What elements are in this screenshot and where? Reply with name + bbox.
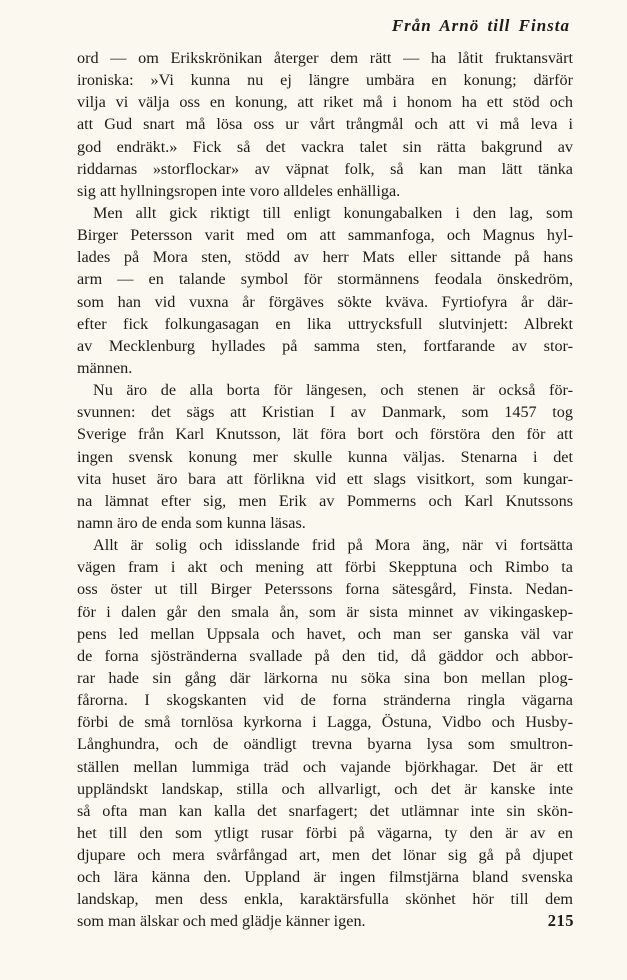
text-line: Långhundra, och de oändligt trevna byarna lysa som smultron- xyxy=(77,735,573,754)
page-number: 215 xyxy=(547,911,574,930)
text-line: god endräkt.» Fick så det vackra talet sin rätta bakgrund av xyxy=(77,137,573,156)
text-line: oss öster ut till Birger Peterssons forna sätesgård, Finsta. Nedan- xyxy=(77,580,573,599)
running-head: Från Arnö till Finsta xyxy=(391,16,570,35)
text-line: arm — en talande symbol för stormännens feodala önskedröm, xyxy=(77,270,573,289)
text-line: namn äro de enda som kunna läsas. xyxy=(77,513,306,532)
text-line: het till den som ytligt rusar förbi på vägarna, ty den är av en xyxy=(77,823,573,842)
text-line: svunnen: det sägs att Kristian I av Danmark, som 1457 tog xyxy=(77,403,573,422)
text-line: vita huset äro bara att förlikna vid ett slags visitkort, som kungar- xyxy=(77,469,573,488)
text-line: så ofta man kan kalla det snarfagert; det utlämnar inte sin skön- xyxy=(77,801,573,820)
text-line: ställen mellan lummiga träd och vajande björkhagar. Det är ett xyxy=(77,757,573,776)
text-line: fårorna. I skogskanten vid de forna stränderna ringla vägarna xyxy=(77,691,573,710)
text-line: de forna sjöstränderna svallade på den tid, då gäddor och abbor- xyxy=(77,646,573,665)
text-line: djupare och mera svårfångad art, men det lönar sig gå på djupet xyxy=(77,846,573,865)
text-line: Men allt gick riktigt till enligt konungabalken i den lag, som xyxy=(93,203,573,222)
text-line: förbi de små tornlösa kyrkorna i Lagga, Östuna, Vidbo och Husby- xyxy=(77,713,573,732)
paragraph-4 xyxy=(77,534,573,933)
text-line: ord — om Erikskrönikan återger dem rätt — ha låtit fruktansvärt xyxy=(77,49,573,67)
text-line: pens led mellan Uppsala och havet, och man ser ganska väl var xyxy=(77,624,573,643)
text-line: na lämnat efter sig, men Erik av Pommerns och Karl Knutssons xyxy=(77,491,573,510)
text-line: vägen fram i akt och mening att förbi Skepptuna och Rimbo ta xyxy=(77,558,573,577)
text-line: uppländskt landskap, stilla och allvarligt, och det är kanske inte xyxy=(77,779,573,798)
text-line: Birger Petersson varit med om att sammanfoga, och Magnus hyl- xyxy=(77,226,573,245)
text-line: Allt är solig och idisslande frid på Mora äng, när vi fortsätta xyxy=(93,536,573,555)
text-line: männen. xyxy=(77,358,133,377)
paragraph-2 xyxy=(77,202,573,379)
text-line: Nu äro de alla borta för längesen, och stenen är också för- xyxy=(93,381,573,400)
text-line: sig att hyllningsropen inte voro alldeles enhälliga. xyxy=(77,181,401,200)
text-line: rar hade sin gång där lärkorna nu söka sina bon mellan plog- xyxy=(77,668,573,687)
paragraph-1 xyxy=(77,47,573,202)
text-line: av Mecklenburg hyllades på samma sten, fortfarande av stor- xyxy=(77,336,573,355)
text-line: efter fick folkungasagan en lika uttrycksfull slutvinjett: Albrekt xyxy=(77,314,573,333)
text-line: landskap, men dess enkla, karaktärsfulla skönhet hör till dem xyxy=(77,890,573,909)
paragraph-3 xyxy=(77,379,573,534)
text-line: riddarnas »storflockar» av väpnat folk, så kan man lätt tänka xyxy=(77,159,573,178)
text-line: och lära känna den. Uppland är ingen filmstjärna bland svenska xyxy=(77,868,573,887)
text-line: ingen svensk konung mer skulle kunna väljas. Stenarna i det xyxy=(77,447,573,466)
text-line: för i dalen går den smala ån, som är sista minnet av vikingaskep- xyxy=(77,602,573,621)
body-text xyxy=(77,47,573,933)
text-line: som man älskar och med glädje känner igen. xyxy=(77,912,366,931)
text-line: ironiska: »Vi kunna nu ej längre umbära en konung; därför xyxy=(77,71,573,90)
text-line: som han vid vuxna år förgäves sökte kväva. Fyrtiofyra år där- xyxy=(77,292,573,311)
text-line: lades på Mora sten, stödd av herr Mats eller sittande på hans xyxy=(77,248,573,267)
text-line: vilja vi välja oss en konung, att riket må i honom ha ett stöd och xyxy=(77,93,573,112)
text-line: Sverige från Karl Knutsson, lät föra bort och förstöra den för att xyxy=(77,425,573,444)
text-line: att Gud snart må lösa oss ur vårt trångmål och att vi må leva i xyxy=(77,115,573,134)
